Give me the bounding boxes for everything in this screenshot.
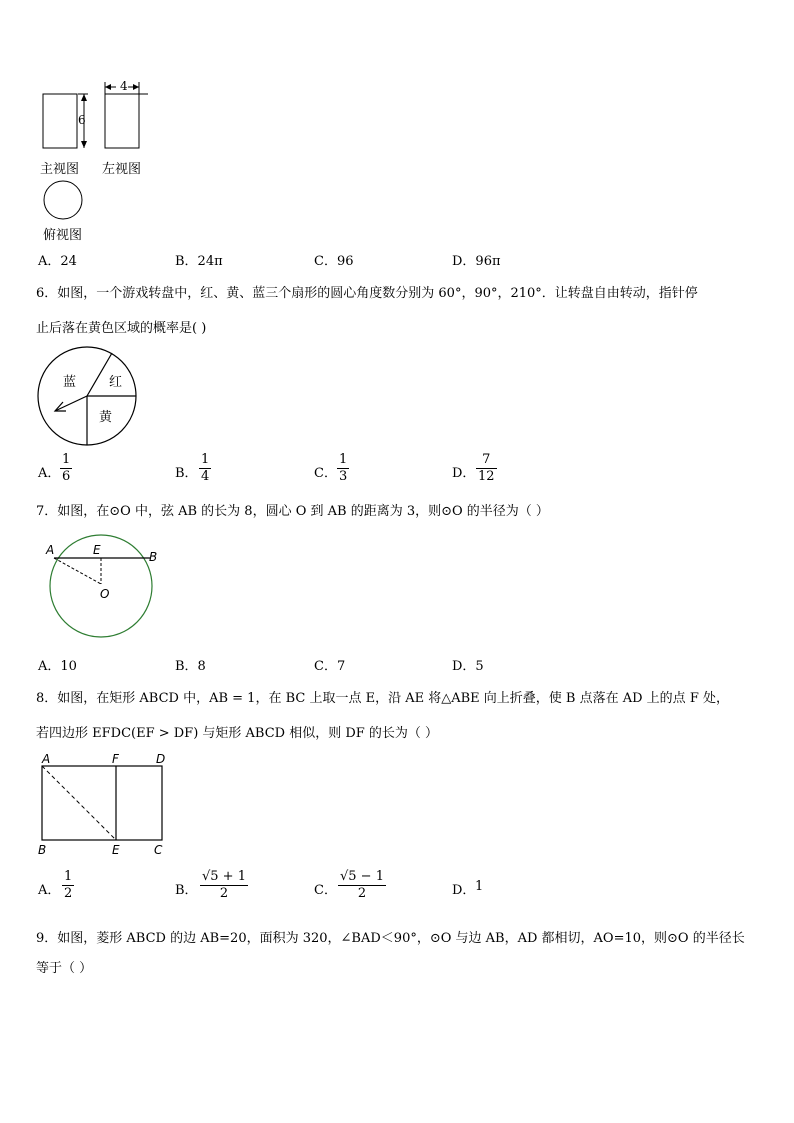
q7-option-a: A．10 xyxy=(38,659,77,674)
point-e-label: E xyxy=(93,543,101,557)
segment-ao-dashed xyxy=(54,558,101,584)
q8-stem-line1: 8．如图，在矩形 ABCD 中，AB = 1，在 BC 上取一点 E，沿 AE 将△ABE 向上折叠，使 B 点落在 AD 上的点 F 处， xyxy=(36,691,729,706)
q5-option-d: D．96π xyxy=(452,254,501,269)
left-view-label: 左视图 xyxy=(102,162,142,177)
point-b-label: B xyxy=(38,843,47,857)
q8-option-a-fraction: 1 2 xyxy=(64,869,73,901)
point-a-label: A xyxy=(42,752,51,766)
q6-option-a-letter: A． xyxy=(38,466,61,481)
q5-option-a: A．24 xyxy=(38,254,77,269)
point-d-label: D xyxy=(156,752,166,766)
q8-option-d-value: 1 xyxy=(475,879,484,894)
front-view-rect xyxy=(43,94,77,148)
q6-option-d-fraction: 7 12 xyxy=(478,452,495,484)
rectangle-fold-figure xyxy=(34,750,174,860)
q7-option-c: C．7 xyxy=(314,659,346,674)
q9-stem-line1: 9．如图，菱形 ABCD 的边 AB=20，面积为 320，∠BAD＜90°，⊙O 与边 AB，AD 都相切，AO=10，则⊙O 的半径长 xyxy=(36,931,745,946)
circle-chord-figure xyxy=(40,534,164,642)
point-f-label: F xyxy=(112,752,119,766)
top-view-circle xyxy=(44,181,82,219)
q8-option-b-letter: B． xyxy=(175,883,198,898)
top-view-label: 俯视图 xyxy=(43,228,83,243)
rectangle-abcd xyxy=(42,766,162,840)
point-a-label: A xyxy=(46,543,55,557)
height-dimension-label: 6 xyxy=(78,113,86,127)
front-view-label: 主视图 xyxy=(40,162,80,177)
q8-stem-line2: 若四边形 EFDC(EF > DF) 与矩形 ABCD 相似，则 DF 的长为（ ） xyxy=(36,726,439,741)
sector-label-yellow: 黄 xyxy=(99,410,113,425)
spinner-pointer xyxy=(55,396,87,411)
point-e-label: E xyxy=(112,843,120,857)
q8-option-d-letter: D． xyxy=(452,883,476,898)
point-c-label: C xyxy=(154,843,163,857)
q8-option-b-fraction: √5 + 1 2 xyxy=(202,869,246,901)
q5-option-c: C．96 xyxy=(314,254,354,269)
q8-option-c-letter: C． xyxy=(314,883,337,898)
sector-label-blue: 蓝 xyxy=(63,375,77,390)
q6-stem-line2: 止后落在黄色区域的概率是( ) xyxy=(36,321,207,336)
circle-o xyxy=(50,535,152,637)
left-view-rect xyxy=(105,94,139,148)
spinner-figure xyxy=(36,345,140,449)
q6-option-c-fraction: 1 3 xyxy=(339,452,348,484)
q6-option-b-fraction: 1 4 xyxy=(201,452,210,484)
q7-option-b: B．8 xyxy=(175,659,206,674)
q6-option-a-fraction: 1 6 xyxy=(62,452,71,484)
q8-option-c-fraction: √5 − 1 2 xyxy=(340,869,384,901)
width-dimension-label: 4 xyxy=(120,79,128,93)
sector-label-red: 红 xyxy=(109,375,123,390)
point-o-label: O xyxy=(100,587,110,601)
q6-option-b-letter: B． xyxy=(175,466,198,481)
q6-stem-line1: 6．如图，一个游戏转盘中，红、黄、蓝三个扇形的圆心角度数分别为 60°，90°，210°．让转盘自由转动，指针停 xyxy=(36,286,698,301)
q6-option-d-letter: D． xyxy=(452,466,476,481)
point-b-label: B xyxy=(149,550,158,564)
q7-option-d: D．5 xyxy=(452,659,484,674)
fold-line-ae-dashed xyxy=(42,766,116,840)
q5-option-b: B．24π xyxy=(175,254,223,269)
q8-option-a-letter: A． xyxy=(38,883,61,898)
q9-stem-line2: 等于（ ） xyxy=(36,961,93,976)
q7-stem: 7．如图，在⊙O 中，弦 AB 的长为 8，圆心 O 到 AB 的距离为 3，则⊙O 的半径为（ ） xyxy=(36,504,549,519)
q6-option-c-letter: C． xyxy=(314,466,337,481)
